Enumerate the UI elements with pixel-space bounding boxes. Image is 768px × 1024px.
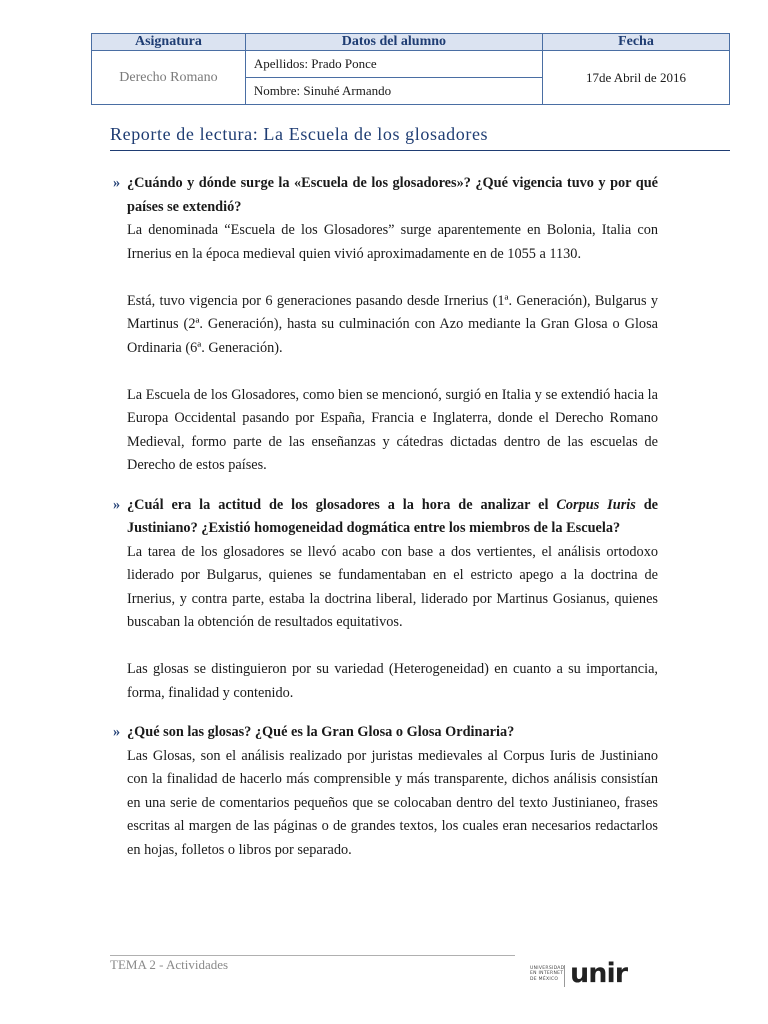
document-body [114, 172, 658, 862]
question-2-text-post: de Justiniano? ¿Existió homogeneidad dogmática entre los miembros de la Escuela? [127, 496, 659, 536]
bullet-icon: » [113, 496, 121, 513]
paragraph: La denominada “Escuela de los Glosadores” surge aparentemente en Bolonia, Italia con Irnerius en la época medieval quien vivió aproximadamente en de 1055 a 1130. [127, 222, 658, 262]
name-cell: Nombre: Sinuhé Armando [245, 78, 542, 105]
col-date-header: Fecha [542, 34, 729, 51]
unir-logo [530, 958, 650, 992]
paragraph: Está, tuvo vigencia por 6 generaciones pasando desde Irnerius (1ª. Generación), Bulgarus y Martinus (2ª. Generación), hasta su culminación con Azo mediante la Gran Glosa o Glosa Ordinaria (6ª. Generación). [127, 292, 658, 356]
question-2 [114, 494, 658, 541]
bullet-icon: » [113, 175, 121, 191]
bullet-icon: » [113, 724, 121, 740]
question-2-text-italic: Corpus Iuris [556, 496, 636, 513]
page-title: Reporte de lectura: La Escuela de los glosadores [110, 124, 730, 151]
paragraph: La Escuela de los Glosadores, como bien se mencionó, surgió en Italia y se extendió hacia la Europa Occidental pasando por España, Francia e Inglaterra, donde el Derecho Romano Medieval, formo parte de las enseñanzas y cátedras dictadas dentro de las escuelas de Derecho de estos países. [127, 386, 658, 473]
question-2-text-pre: ¿Cuál era la actitud de los glosadores a la hora de analizar el [127, 496, 557, 513]
question-3 [114, 721, 658, 745]
paragraph: Las Glosas, son el análisis realizado por juristas medievales al Corpus Iuris de Justiniano con la finalidad de hacerlo más comprensible y más transparente, dichos análisis consistían en una serie de comentarios pequeños que se colocaban dentro del texto Justinianeo, frases escritas al margen de las páginas o de grandes textos, los cuales eran necesarios redactarlos en hojas, folletos o libros por separado. [127, 747, 658, 858]
col-subject-header: Asignatura [92, 34, 246, 51]
logo-wordmark: unir [570, 958, 628, 989]
question-1-text: ¿Cuándo y dónde surge la «Escuela de los glosadores»? ¿Qué vigencia tuvo y por qué países se extendió? [127, 175, 658, 215]
paragraph: La tarea de los glosadores se llevó acabo con base a dos vertientes, el análisis ortodoxo liderado por Bulgarus, quienes se fundamentaban en el estricto apego a la doctrina de Irnerius, y contra parte, estaba la doctrina liberal, liderado por Martinus Gosianus, quienes buscaban la obtención de resultados equitativos. [127, 543, 658, 630]
footer-divider [110, 955, 515, 956]
date-cell: 17de Abril de 2016 [542, 51, 729, 105]
logo-separator [564, 965, 565, 987]
surname-cell: Apellidos: Prado Ponce [245, 51, 542, 78]
col-student-header: Datos del alumno [245, 34, 542, 51]
logo-tagline: UNIVERSIDAD EN INTERNET DE MÉXICO [530, 966, 565, 982]
question-1 [114, 172, 658, 219]
question-3-text: ¿Qué son las glosas? ¿Qué es la Gran Glosa o Glosa Ordinaria? [127, 724, 515, 740]
paragraph: Las glosas se distinguieron por su variedad (Heterogeneidad) en cuanto a su importancia, forma, finalidad y contenido. [127, 661, 658, 701]
footer-text: TEMA 2 - Actividades [110, 957, 229, 972]
subject-cell: Derecho Romano [92, 51, 246, 105]
header-table [91, 33, 730, 105]
